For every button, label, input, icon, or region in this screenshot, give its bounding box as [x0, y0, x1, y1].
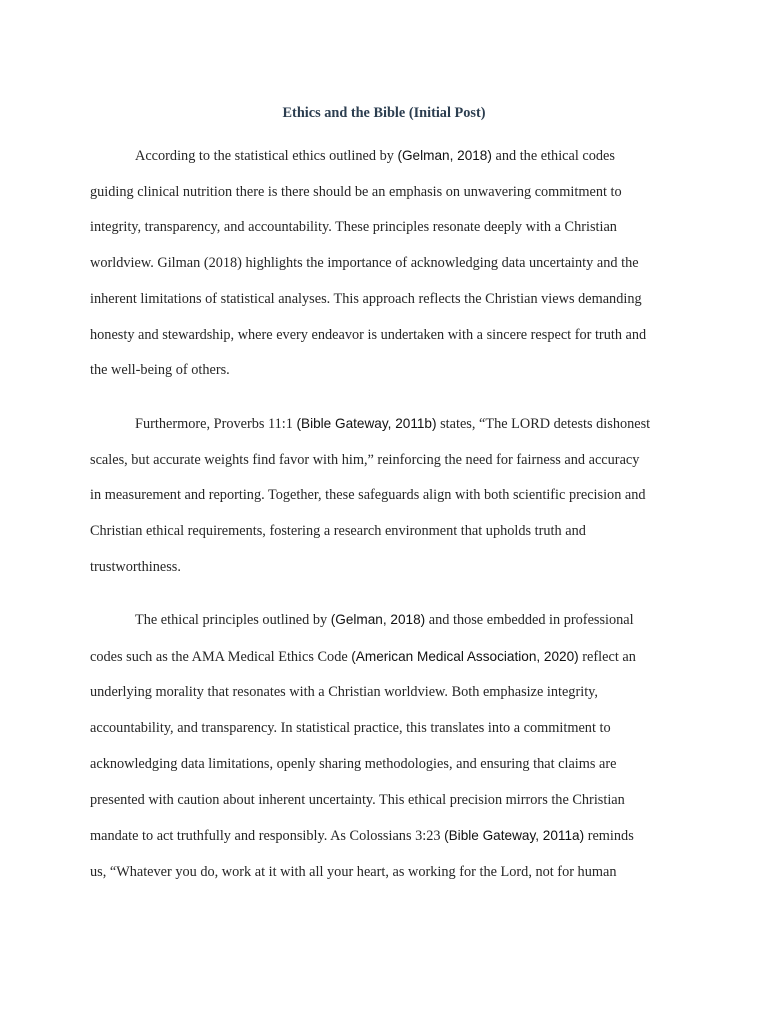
- text-run: the well-being of others.: [90, 362, 230, 379]
- text-run: and those embedded in professional: [425, 612, 634, 628]
- text-run: accountability, and transparency. In statistical practice, this translates into a commitment to: [90, 720, 611, 737]
- citation: (Bible Gateway, 2011b): [296, 416, 437, 431]
- text-run: worldview. Gilman (2018) highlights the importance of acknowledging data uncertainty and the: [90, 255, 639, 272]
- text-run: guiding clinical nutrition there is there should be an emphasis on unwavering commitment to: [90, 183, 622, 200]
- text-line: [90, 406, 686, 443]
- text-run: scales, but accurate weights find favor with him,” reinforcing the need for fairness and accuracy: [90, 451, 640, 468]
- text-line: [90, 175, 686, 211]
- text-line: [90, 639, 686, 676]
- text-line: [90, 246, 686, 282]
- text-line: [90, 747, 686, 783]
- text-line: [90, 550, 686, 586]
- text-line: [90, 318, 686, 354]
- text-run: codes such as the AMA Medical Ethics Code: [90, 648, 352, 665]
- text-line: [90, 783, 686, 819]
- citation: (American Medical Association, 2020): [351, 648, 579, 664]
- text-run: in measurement and reporting. Together, these safeguards align with both scientific precision and: [90, 487, 646, 504]
- text-run: presented with caution about inherent uncertainty. This ethical precision mirrors the Christian: [90, 791, 625, 808]
- text-run: reflect an: [578, 648, 636, 665]
- paragraph-1: [90, 138, 686, 389]
- text-line: [90, 675, 686, 711]
- text-run: integrity, transparency, and accountability. These principles resonate deeply with a Christian: [90, 219, 617, 236]
- text-line: [90, 138, 686, 175]
- text-run: acknowledging data limitations, openly sharing methodologies, and ensuring that claims are: [90, 755, 617, 772]
- text-run: mandate to act truthfully and responsibly. As Colossians 3:23: [90, 828, 445, 845]
- text-line: [90, 353, 686, 389]
- text-line: [90, 818, 686, 855]
- document-title: Ethics and the Bible (Initial Post): [282, 104, 486, 121]
- text-run: The ethical principles outlined by: [135, 612, 331, 628]
- text-line: [90, 443, 686, 479]
- citation: (Gelman, 2018): [330, 612, 426, 627]
- text-run: honesty and stewardship, where every endeavor is undertaken with a sincere respect for truth and: [90, 326, 647, 343]
- text-run: According to the statistical ethics outlined by: [135, 148, 398, 164]
- paragraph-3: [90, 602, 686, 891]
- text-run: underlying morality that resonates with a Christian worldview. Both emphasize integrity,: [90, 684, 598, 701]
- text-run: Furthermore, Proverbs 11:1: [135, 416, 297, 432]
- citation: (Gelman, 2018): [397, 148, 492, 163]
- text-line: [90, 711, 686, 747]
- text-run: Christian ethical requirements, fostering a research environment that upholds truth and: [90, 523, 586, 540]
- text-run: reminds: [584, 828, 634, 845]
- text-run: trustworthiness.: [90, 558, 181, 575]
- citation: (Bible Gateway, 2011a): [444, 828, 585, 844]
- text-run: us, “Whatever you do, work at it with all your heart, as working for the Lord, not for human: [90, 863, 617, 880]
- text-run: inherent limitations of statistical analyses. This approach reflects the Christian views demanding: [90, 290, 642, 307]
- text-run: and the ethical codes: [491, 148, 615, 164]
- text-line: [90, 210, 686, 246]
- text-line: [90, 514, 686, 550]
- text-run: states, “The LORD detests dishonest: [436, 416, 651, 432]
- paragraph-2: [90, 406, 686, 586]
- text-line: [90, 282, 686, 318]
- text-line: [90, 855, 686, 891]
- text-line: [90, 478, 686, 514]
- text-line: [90, 602, 686, 639]
